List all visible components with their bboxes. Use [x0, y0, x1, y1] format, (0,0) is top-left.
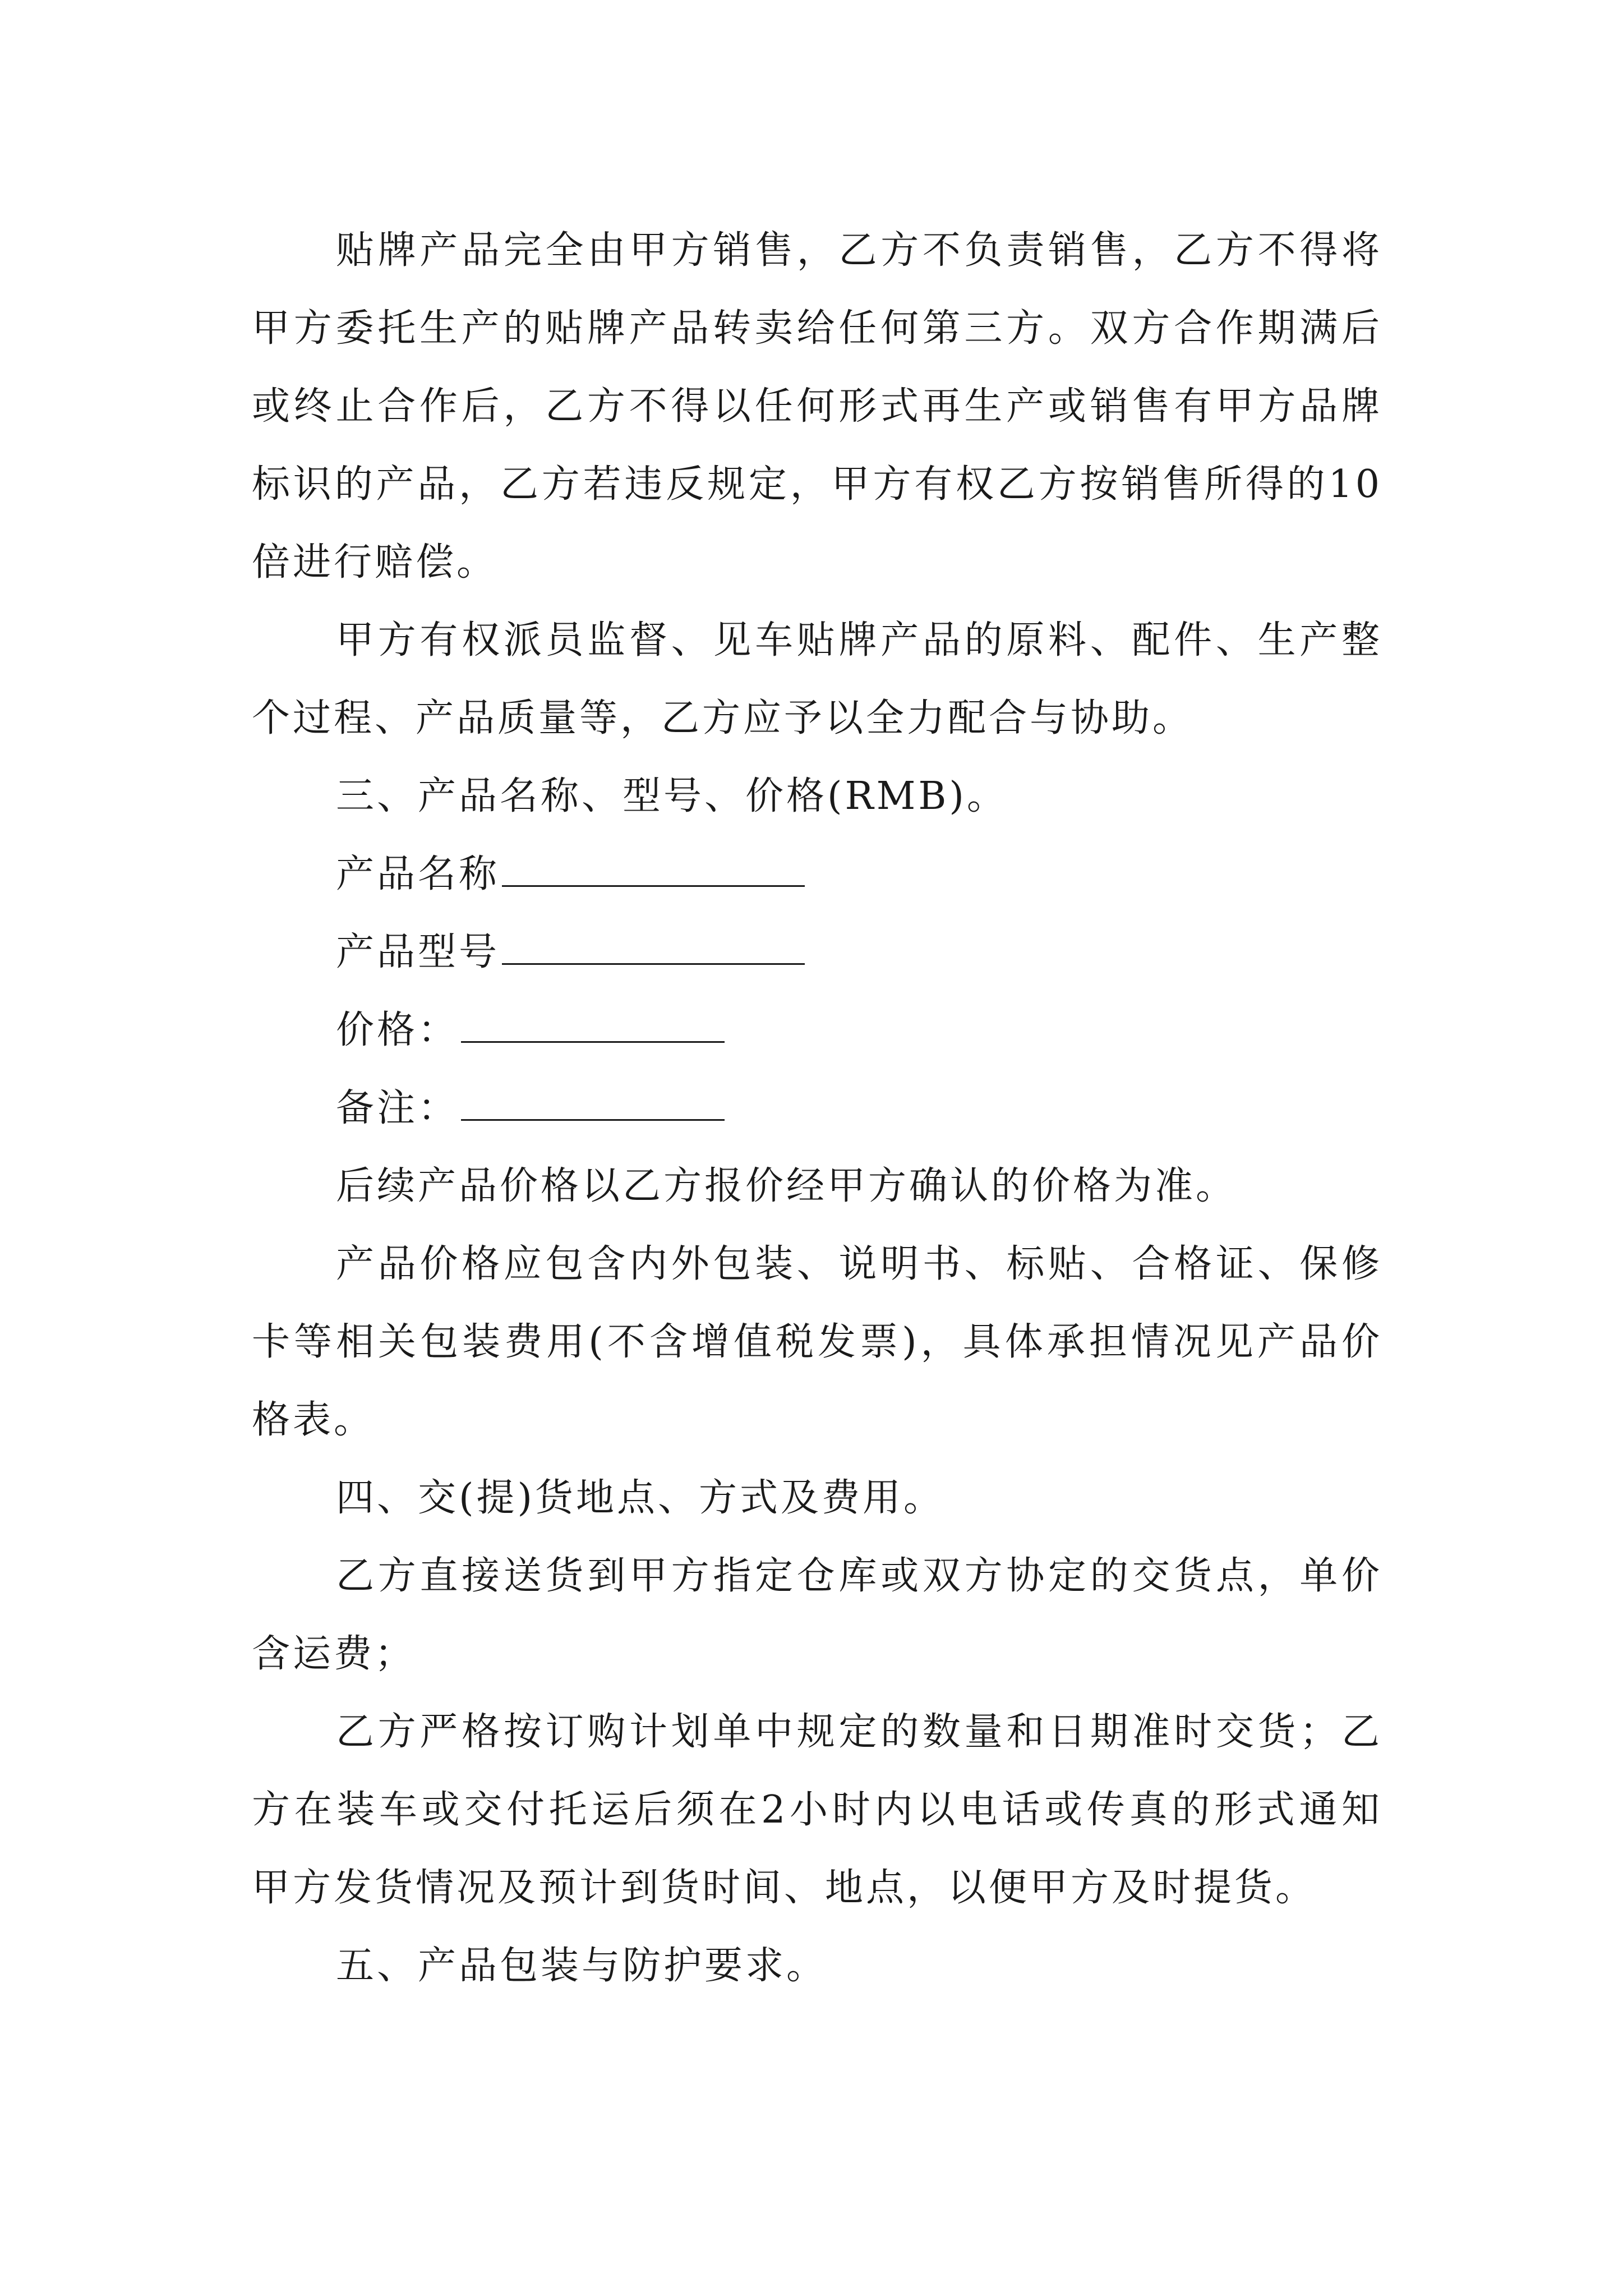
section-heading-3: 三、产品名称、型号、价格(RMB)。: [336, 774, 1008, 818]
field-price: [252, 991, 1382, 1069]
field-label-product-model: 产品型号: [336, 930, 500, 974]
field-product-name: [252, 835, 1382, 913]
field-remarks: [252, 1069, 1382, 1147]
price-blank[interactable]: [461, 1041, 725, 1043]
product-model-blank[interactable]: [502, 963, 805, 965]
field-product-model: [252, 913, 1382, 991]
product-name-blank[interactable]: [502, 885, 805, 887]
document-body: [252, 211, 1382, 2005]
remarks-blank[interactable]: [461, 1119, 725, 1121]
section-heading-4: 四、交(提)货地点、方式及费用。: [336, 1476, 945, 1520]
paragraph-followup-price: 后续产品价格以乙方报价经甲方确认的价格为准。: [336, 1164, 1237, 1208]
paragraph-delivery-point: 乙方直接送货到甲方指定仓库或双方协定的交货点，单价含运费；: [252, 1554, 1382, 1676]
field-label-price: 价格：: [336, 1008, 459, 1052]
field-label-product-name: 产品名称: [336, 852, 500, 896]
field-label-remarks: 备注：: [336, 1086, 459, 1130]
paragraph-supervision: 甲方有权派员监督、见车贴牌产品的原料、配件、生产整个过程、产品质量等，乙方应予以全力配合与协助。: [252, 618, 1382, 740]
paragraph-price-includes: 产品价格应包含内外包装、说明书、标贴、合格证、保修卡等相关包装费用(不含增值税发票)，具体承担情况见产品价格表。: [252, 1242, 1382, 1442]
section-heading-5: 五、产品包装与防护要求。: [336, 1944, 828, 1988]
paragraph-oem-sales: 贴牌产品完全由甲方销售，乙方不负责销售，乙方不得将甲方委托生产的贴牌产品转卖给任何第三方。双方合作期满后或终止合作后，乙方不得以任何形式再生产或销售有甲方品牌标识的产品，乙方若违反规定，甲方有权乙方按销售所得的10倍进行赔偿。: [252, 228, 1382, 585]
paragraph-delivery-schedule: 乙方严格按订购计划单中规定的数量和日期准时交货；乙方在装车或交付托运后须在2小时内以电话或传真的形式通知甲方发货情况及预计到货时间、地点，以便甲方及时提货。: [252, 1710, 1382, 1910]
